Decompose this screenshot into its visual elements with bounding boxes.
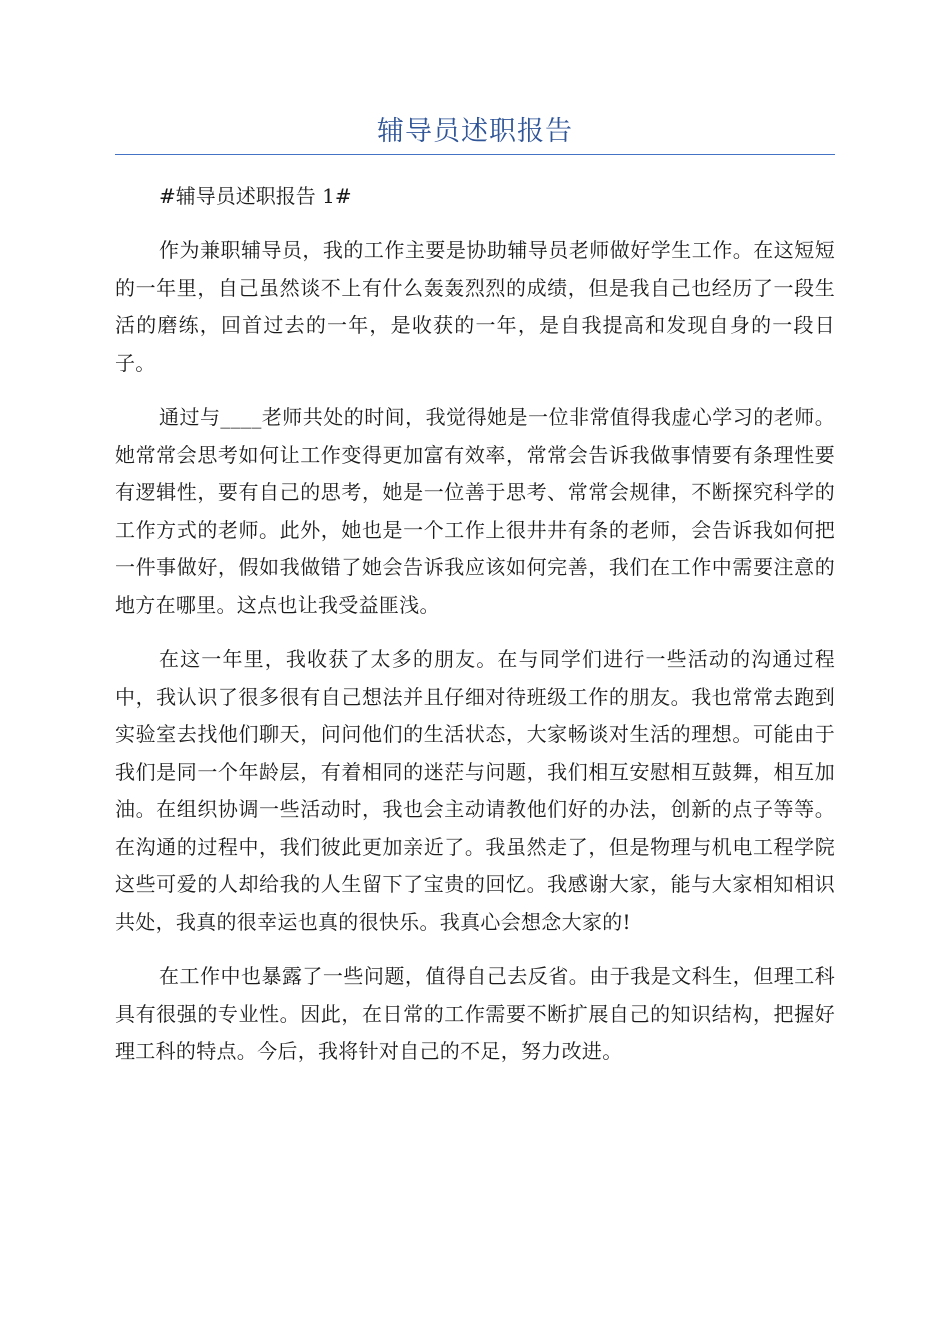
section-heading: #辅导员述职报告 1# (159, 184, 352, 208)
title-underline (115, 154, 835, 155)
document-title: 辅导员述职报告 (377, 116, 573, 147)
paragraph-2: 通过与____老师共处的时间，我觉得她是一位非常值得我虚心学习的老师。她常常会思考如何让工作变得更加富有效率，常常会告诉我做事情要有条理性要有逻辑性，要有自己的思考，她是一位善于思考、常常会规律，不断探究科学的工作方式的老师。此外，她也是一个工作上很井井有条的老师，会告诉我如何把一件事做好，假如我做错了她会告诉我应该如何完善，我们在工作中需要注意的地方在哪里。这点也让我受益匪浅。 (115, 405, 835, 617)
document-body (115, 178, 835, 1088)
paragraph-4: 在工作中也暴露了一些问题，值得自己去反省。由于我是文科生，但理工科具有很强的专业性。因此，在日常的工作需要不断扩展自己的知识结构，把握好理工科的特点。今后，我将针对自己的不足，努力改进。 (115, 964, 835, 1063)
paragraph-3: 在这一年里，我收获了太多的朋友。在与同学们进行一些活动的沟通过程中，我认识了很多很有自己想法并且仔细对待班级工作的朋友。我也常常去跑到实验室去找他们聊天，问问他们的生活状态，大家畅谈对生活的理想。可能由于我们是同一个年龄层，有着相同的迷茫与问题，我们相互安慰相互鼓舞，相互加油。在组织协调一些活动时，我也会主动请教他们好的办法，创新的点子等等。在沟通的过程中，我们彼此更加亲近了。我虽然走了，但是物理与机电工程学院这些可爱的人却给我的人生留下了宝贵的回忆。我感谢大家，能与大家相知相识共处，我真的很幸运也真的很快乐。我真心会想念大家的! (115, 647, 835, 934)
paragraph-1: 作为兼职辅导员，我的工作主要是协助辅导员老师做好学生工作。在这短短的一年里，自己虽然谈不上有什么轰轰烈烈的成绩，但是我自己也经历了一段生活的磨练，回首过去的一年，是收获的一年，是自我提高和发现自身的一段日子。 (115, 238, 835, 375)
